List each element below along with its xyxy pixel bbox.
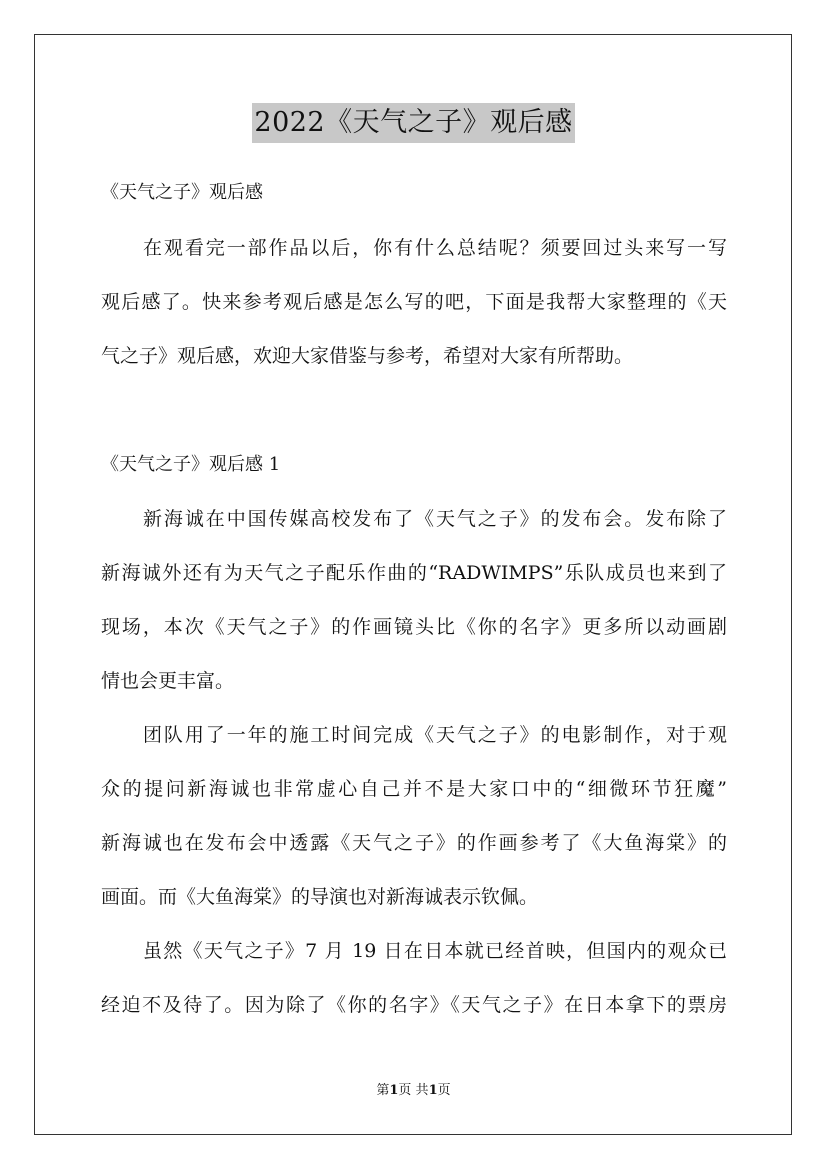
footer-page-current: 1 xyxy=(389,1083,399,1098)
page-footer xyxy=(0,1081,827,1101)
paragraph2-line: 众的提问新海诚也非常虚心自己并不是大家口中的“细微环节狂魔” xyxy=(101,778,727,800)
footer-page-total: 1 xyxy=(428,1083,438,1098)
footer-page-mid: 页 共 xyxy=(398,1083,429,1098)
section-heading: 《天气之子》观后感 1 xyxy=(101,454,281,475)
paragraph2-line: 新海诚也在发布会中透露《天气之子》的作画参考了《大鱼海棠》的 xyxy=(101,832,727,854)
title-wrap xyxy=(0,103,827,143)
paragraph2-line: 团队用了一年的施工时间完成《天气之子》的电影制作，对于观 xyxy=(143,724,727,746)
paragraph1-line: 新海诚外还有为天气之子配乐作曲的“RADWIMPS”乐队成员也来到了 xyxy=(101,562,727,584)
paragraph1-line: 情也会更丰富。 xyxy=(101,670,235,692)
paragraph3-line: 虽然《天气之子》7 月 19 日在日本就已经首映，但国内的观众已 xyxy=(143,940,727,962)
paragraph1-line: 新海诚在中国传媒高校发布了《天气之子》的发布会。发布除了 xyxy=(143,508,727,530)
intro-line: 在观看完一部作品以后，你有什么总结呢？须要回过头来写一写 xyxy=(143,237,727,259)
intro-line: 气之子》观后感，欢迎大家借鉴与参考，希望对大家有所帮助。 xyxy=(101,345,634,367)
footer-page-prefix: 第 xyxy=(376,1083,390,1098)
footer-page-suffix: 页 xyxy=(437,1083,451,1098)
paragraph1-line: 现场，本次《天气之子》的作画镜头比《你的名字》更多所以动画剧 xyxy=(101,616,727,638)
document-title: 2022《天气之子》观后感 xyxy=(252,103,574,143)
paragraph3-line: 经迫不及待了。因为除了《你的名字》《天气之子》在日本拿下的票房 xyxy=(101,994,727,1016)
intro-line: 观后感了。快来参考观后感是怎么写的吧，下面是我帮大家整理的《天 xyxy=(101,291,727,313)
document-heading: 《天气之子》观后感 xyxy=(101,182,263,203)
paragraph2-line: 画面。而《大鱼海棠》的导演也对新海诚表示钦佩。 xyxy=(101,886,539,908)
